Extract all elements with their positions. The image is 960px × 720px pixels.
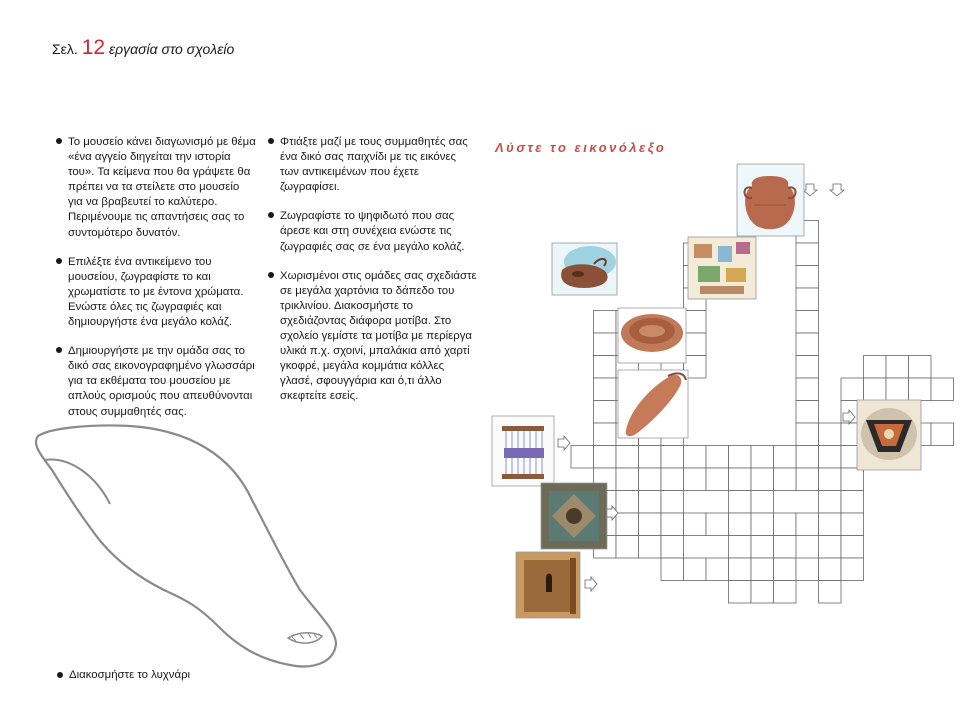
lamp-caption-text: Διακοσμήστε το λυχνάρι bbox=[69, 669, 191, 681]
crossword-cell[interactable] bbox=[841, 513, 864, 536]
crossword-cell[interactable] bbox=[909, 378, 932, 401]
crossword-cell[interactable] bbox=[594, 446, 617, 469]
crossword-cell[interactable] bbox=[796, 423, 819, 446]
activity-text: Ζωγραφίστε το ψηφιδωτό που σας άρεσε και στη συνέχεια ενώστε τις ζωγραφιές σας σε ένα μεγάλο κολάζ. bbox=[280, 210, 465, 253]
crossword-cell[interactable] bbox=[796, 243, 819, 266]
crossword-cell[interactable] bbox=[594, 356, 617, 379]
crossword-cell[interactable] bbox=[819, 491, 842, 514]
activity-text: Επιλέξτε ένα αντικείμενο του μουσείου, ζωγραφίστε το και χρωματίστε το με έντονα χρώματα. Ενώστε όλες τις ζωγραφιές και δημιουργήστε ένα μεγάλο κολάζ. bbox=[68, 255, 244, 329]
activity-text: Χωρισμένοι στις ομάδες σας σχεδιάστε σε μεγάλα χαρτόνια το δάπεδο του τρικλινίου. Διακοσμήστε το σχεδιάζοντας διάφορα μοτίβα. Στο σχολείο γεμίστε τα μοτίβα με περίεργα υλικά π.χ. σχοινί, μπαλάκια από χαρτί γκοφρέ, μεγάλα κομμάτια κόλλες γλασέ, σφουγγάρια και ό,τι άλλο σκεφτείτε εσείς. bbox=[280, 269, 477, 403]
crossword-cell[interactable] bbox=[661, 536, 684, 559]
crossword-cell[interactable] bbox=[594, 378, 617, 401]
crossword-cell[interactable] bbox=[751, 446, 774, 469]
crossword-cell[interactable] bbox=[684, 311, 707, 334]
oil-lamp-icon bbox=[552, 243, 617, 295]
crossword-cell[interactable] bbox=[819, 468, 842, 491]
crossword-cell[interactable] bbox=[684, 446, 707, 469]
clue-arrow-icon bbox=[585, 577, 597, 591]
mosaic-scene-icon bbox=[688, 237, 756, 299]
crossword-cell[interactable] bbox=[594, 333, 617, 356]
crossword-cell[interactable] bbox=[864, 356, 887, 379]
crossword-cell[interactable] bbox=[774, 513, 797, 536]
crossword-cell[interactable] bbox=[841, 378, 864, 401]
crossword-cell[interactable] bbox=[886, 356, 909, 379]
crossword-cell[interactable] bbox=[751, 536, 774, 559]
crossword-cell[interactable] bbox=[796, 311, 819, 334]
crossword-cell[interactable] bbox=[729, 468, 752, 491]
crossword-cell[interactable] bbox=[796, 333, 819, 356]
crossword-cell[interactable] bbox=[819, 446, 842, 469]
crossword-cell[interactable] bbox=[774, 558, 797, 581]
crossword-cell[interactable] bbox=[796, 558, 819, 581]
crossword-title: Λύστε το εικονόλεξο bbox=[495, 140, 667, 155]
crossword-cell[interactable] bbox=[841, 536, 864, 559]
crossword-cell[interactable] bbox=[751, 558, 774, 581]
crossword-cell[interactable] bbox=[661, 468, 684, 491]
crossword-cell[interactable] bbox=[729, 446, 752, 469]
crossword-cell[interactable] bbox=[751, 491, 774, 514]
crossword-cell[interactable] bbox=[841, 558, 864, 581]
crossword-cell[interactable] bbox=[774, 536, 797, 559]
crossword-cell[interactable] bbox=[774, 446, 797, 469]
crossword-cell[interactable] bbox=[774, 581, 797, 604]
crossword-cell[interactable] bbox=[796, 446, 819, 469]
mosaic-bird-plate-icon bbox=[857, 400, 921, 470]
crossword-cell[interactable] bbox=[616, 536, 639, 559]
crossword-cell[interactable] bbox=[931, 378, 954, 401]
decorated-tile-icon bbox=[541, 483, 607, 549]
crossword-cell[interactable] bbox=[796, 378, 819, 401]
crossword-cell[interactable] bbox=[796, 468, 819, 491]
crossword-cell[interactable] bbox=[639, 513, 662, 536]
page-number: 12 bbox=[81, 36, 106, 59]
crossword-cell[interactable] bbox=[684, 333, 707, 356]
crossword-cell[interactable] bbox=[796, 356, 819, 379]
crossword-cell[interactable] bbox=[796, 288, 819, 311]
crossword-cell[interactable] bbox=[841, 468, 864, 491]
crossword-cell[interactable] bbox=[729, 536, 752, 559]
crossword-cell[interactable] bbox=[751, 513, 774, 536]
crossword-cell[interactable] bbox=[819, 513, 842, 536]
crossword-cell[interactable] bbox=[594, 311, 617, 334]
crossword-cell[interactable] bbox=[706, 558, 729, 581]
crossword-cell[interactable] bbox=[796, 401, 819, 424]
crossword-cell[interactable] bbox=[796, 266, 819, 289]
crossword-cell[interactable] bbox=[639, 536, 662, 559]
crossword-cell[interactable] bbox=[774, 468, 797, 491]
crossword-cell[interactable] bbox=[684, 468, 707, 491]
crossword-cell[interactable] bbox=[819, 581, 842, 604]
clue-arrow-icon bbox=[558, 436, 570, 450]
crossword-cell[interactable] bbox=[571, 446, 594, 469]
amphora-jar-icon bbox=[737, 164, 804, 236]
crossword-cell[interactable] bbox=[706, 446, 729, 469]
crossword-cell[interactable] bbox=[616, 491, 639, 514]
page-title: εργασία στο σχολείο bbox=[108, 41, 235, 57]
crossword-cell[interactable] bbox=[639, 446, 662, 469]
crossword-cell[interactable] bbox=[819, 558, 842, 581]
loom-icon bbox=[492, 416, 554, 486]
crossword-cell[interactable] bbox=[661, 446, 684, 469]
crossword-cell[interactable] bbox=[751, 581, 774, 604]
crossword-cell[interactable] bbox=[594, 401, 617, 424]
crossword-cell[interactable] bbox=[729, 558, 752, 581]
crossword-cell[interactable] bbox=[751, 468, 774, 491]
crossword-cell[interactable] bbox=[729, 491, 752, 514]
crossword-cell[interactable] bbox=[616, 468, 639, 491]
crossword-cell[interactable] bbox=[616, 446, 639, 469]
crossword-cell[interactable] bbox=[661, 513, 684, 536]
tall-amphora-icon bbox=[618, 370, 688, 438]
crossword-cell[interactable] bbox=[909, 356, 932, 379]
crossword-cell[interactable] bbox=[819, 423, 842, 446]
crossword-cell[interactable] bbox=[684, 513, 707, 536]
crossword-cell[interactable] bbox=[639, 468, 662, 491]
crossword-cell[interactable] bbox=[661, 558, 684, 581]
activity-text: Το μουσείο κάνει διαγωνισμό με θέμα «ένα αγγείο διηγείται την ιστορία του». Τα κείμενα που θα γράψετε θα πρέπει να τα στείλετε στο μουσείο για να βραβευτεί το καλύτερο. Περιμένουμε τις απαντήσεις σας το συντομότερο δυνατόν. bbox=[68, 136, 256, 239]
crossword-cell[interactable] bbox=[796, 513, 819, 536]
crossword-cell[interactable] bbox=[729, 581, 752, 604]
clay-bowl-icon bbox=[618, 308, 686, 363]
crossword-cell[interactable] bbox=[594, 423, 617, 446]
door-lock-icon bbox=[516, 552, 580, 618]
crossword-cell[interactable] bbox=[819, 536, 842, 559]
crossword-cell[interactable] bbox=[639, 491, 662, 514]
page-prefix: Σελ. bbox=[52, 41, 78, 57]
crossword-cell[interactable] bbox=[661, 491, 684, 514]
crossword-cell[interactable] bbox=[706, 513, 729, 536]
crossword-cell[interactable] bbox=[886, 378, 909, 401]
crossword-cell[interactable] bbox=[931, 423, 954, 446]
crossword-cell[interactable] bbox=[841, 491, 864, 514]
clue-arrow-icon bbox=[830, 184, 844, 196]
crossword-cell[interactable] bbox=[684, 558, 707, 581]
crossword-cell[interactable] bbox=[616, 513, 639, 536]
clue-arrow-icon bbox=[803, 184, 817, 196]
activity-text: Φτιάξτε μαζί με τους συμμαθητές σας ένα δικό σας παιχνίδι με τις εικόνες των αντικειμένων που έχετε ζωγραφίσει. bbox=[280, 136, 468, 194]
activity-text: Δημιουργήστε με την ομάδα σας το δικό σας εικονογραφημένο γλωσσάρι για τα εκθέματα του μουσείου με απλούς ορισμούς που απευθύνονται στους συμμαθητές σας. bbox=[68, 345, 255, 418]
crossword-cell[interactable] bbox=[864, 378, 887, 401]
crossword-cell[interactable] bbox=[706, 468, 729, 491]
crossword-cell[interactable] bbox=[729, 513, 752, 536]
